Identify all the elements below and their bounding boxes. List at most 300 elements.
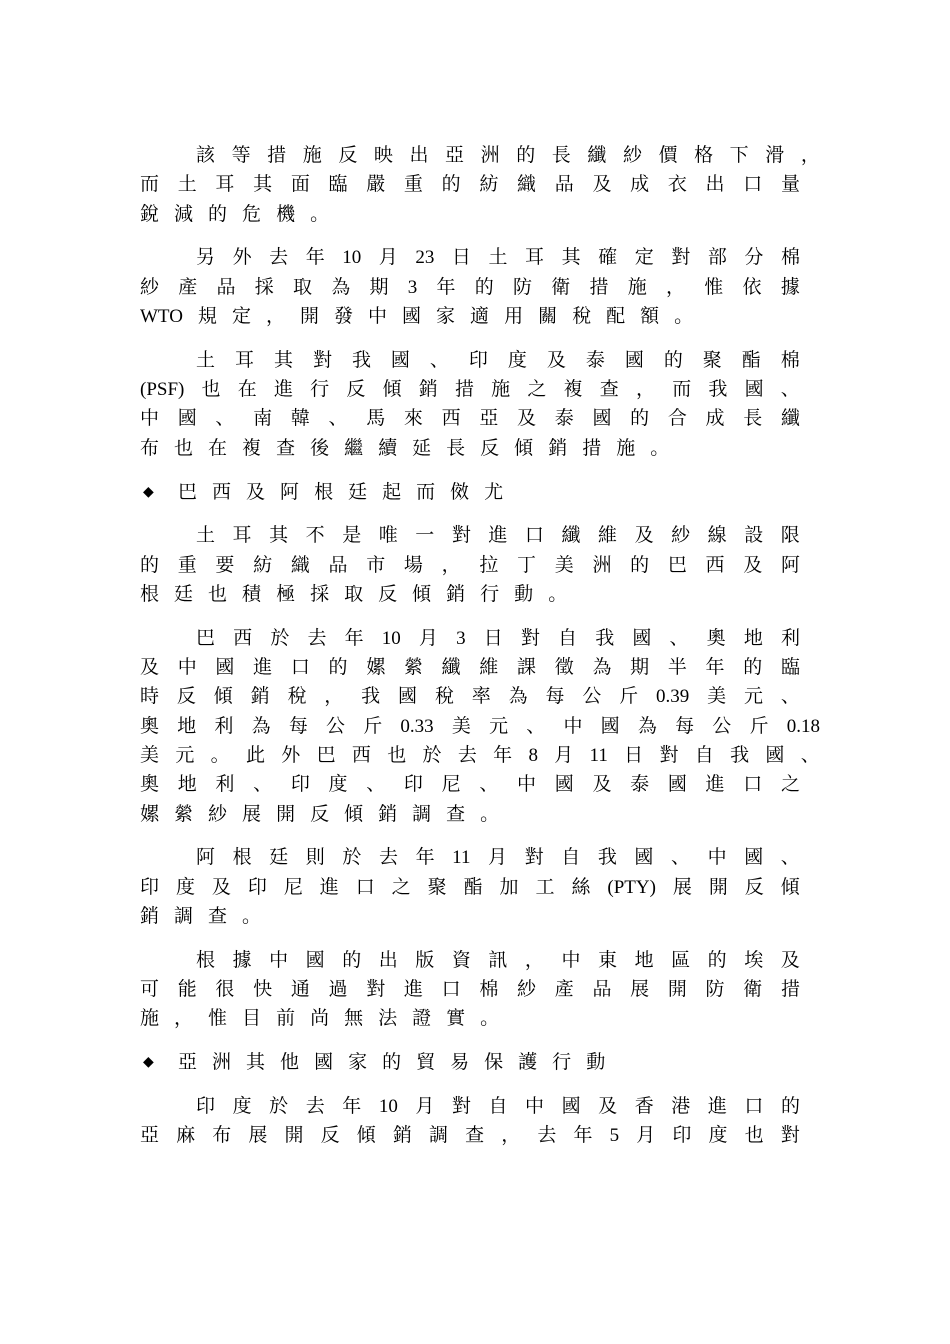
text-token: 印: [290, 773, 310, 796]
text-line: [140, 902, 800, 931]
text-token: ，: [441, 553, 461, 576]
text-token: 及: [634, 524, 654, 547]
text-token: 保: [484, 1051, 504, 1074]
text-token: 極: [276, 582, 296, 605]
text-token: 動: [586, 1051, 606, 1074]
text-token: 月: [378, 246, 398, 269]
text-token: 棉: [479, 978, 499, 1000]
text-token: 國: [215, 656, 235, 678]
text-token: 年: [305, 246, 325, 269]
text-token: 資: [451, 948, 471, 971]
text-token: 。: [674, 305, 694, 327]
text-token: 中: [525, 1094, 545, 1117]
text-token: 耳: [215, 173, 235, 196]
text-line: [196, 141, 820, 170]
text-token: 公: [326, 714, 346, 737]
text-token: 可: [140, 978, 160, 1000]
text-token: 限: [780, 524, 800, 547]
heading-line: [178, 1048, 778, 1077]
text-token: 的: [208, 202, 228, 225]
text-token: 合: [667, 407, 687, 430]
text-token: 傾: [780, 875, 800, 898]
text-token: 也: [208, 582, 228, 605]
text-token: 在: [237, 378, 257, 401]
text-token: 展: [242, 802, 262, 825]
text-token: 產: [178, 275, 198, 298]
text-token: 中: [561, 948, 581, 971]
text-token: 傾: [356, 1124, 376, 1147]
text-token: 巴: [178, 480, 198, 503]
text-token: 阿: [780, 553, 800, 576]
text-token: 去: [269, 246, 289, 269]
text-token: 元: [743, 685, 763, 708]
text-token: 月: [636, 1124, 656, 1147]
text-line: [140, 712, 820, 741]
text-token: 利: [780, 626, 800, 649]
text-token: 半: [667, 656, 687, 678]
text-token: 度: [175, 875, 195, 898]
text-token: 、: [780, 846, 800, 869]
text-token: 印: [140, 875, 160, 898]
text-token: 其: [273, 348, 293, 371]
text-token: 年: [342, 1094, 362, 1117]
text-token: 為: [508, 685, 528, 708]
text-token: 對: [312, 348, 332, 371]
text-token: 部: [707, 246, 727, 269]
text-token: 積: [242, 582, 262, 605]
text-token: (PTY): [607, 876, 656, 898]
text-token: 廷: [174, 582, 194, 605]
text-token: 反: [480, 436, 500, 459]
text-token: 年: [705, 656, 725, 678]
text-token: 映: [373, 144, 393, 166]
text-line: [140, 273, 800, 302]
text-token: 區: [671, 948, 691, 971]
text-token: 查: [446, 802, 466, 825]
text-token: 品: [592, 978, 612, 1000]
text-token: 及: [546, 348, 566, 371]
text-line: [140, 1004, 800, 1033]
text-token: 尼: [441, 773, 461, 796]
text-token: 實: [446, 1007, 466, 1030]
text-token: 埃: [744, 948, 764, 971]
text-token: 我: [595, 626, 615, 649]
text-token: 奧: [140, 773, 160, 796]
text-token: 則: [305, 846, 325, 869]
text-token: 之: [391, 875, 411, 898]
text-token: 及: [592, 173, 612, 196]
text-token: 中: [177, 656, 197, 678]
text-token: 每: [675, 714, 695, 737]
text-token: 稅: [572, 305, 592, 327]
text-token: 此: [245, 743, 265, 766]
text-line: [140, 200, 800, 229]
text-token: 機: [276, 202, 296, 225]
text-token: 行: [480, 582, 500, 605]
text-token: 、: [669, 626, 689, 649]
text-token: 棉: [780, 348, 800, 371]
text-token: 於: [269, 1094, 289, 1117]
text-token: 3: [456, 627, 466, 649]
text-token: 反: [320, 1124, 340, 1147]
text-token: 量: [780, 173, 800, 196]
text-token: 去: [537, 1124, 557, 1147]
text-token: 耳: [234, 348, 254, 371]
text-token: 展: [248, 1124, 268, 1147]
text-token: 定: [231, 305, 251, 327]
text-token: 中: [707, 846, 727, 869]
text-token: 為: [331, 275, 351, 298]
text-token: 用: [504, 305, 524, 327]
text-token: 縈: [403, 656, 423, 678]
text-token: 及: [517, 407, 537, 430]
text-token: 丁: [517, 553, 537, 576]
text-token: 西: [212, 480, 232, 503]
text-token: 反: [310, 802, 330, 825]
text-token: 、: [328, 407, 348, 430]
text-token: 期: [369, 275, 389, 298]
text-token: 西: [441, 407, 461, 430]
text-token: 反: [744, 875, 764, 898]
text-token: 亞: [479, 407, 499, 430]
text-token: 我: [361, 685, 381, 708]
text-token: 出: [378, 948, 398, 971]
text-token: 10: [378, 1095, 398, 1117]
text-token: 銷: [446, 582, 466, 605]
text-token: 額: [640, 305, 660, 327]
text-token: 複: [242, 436, 262, 459]
text-line: [196, 346, 800, 375]
text-token: 南: [253, 407, 273, 430]
text-token: 根: [196, 948, 216, 971]
text-token: 繼: [344, 436, 364, 459]
text-token: 其: [561, 246, 581, 269]
text-line: [140, 873, 800, 902]
text-token: 反: [346, 378, 366, 401]
text-token: ，: [324, 685, 344, 708]
text-token: 地: [177, 773, 197, 796]
text-token: 查: [276, 436, 296, 459]
text-token: 外: [232, 246, 252, 269]
text-token: 纖: [561, 524, 581, 547]
text-token: 進: [253, 656, 273, 678]
text-token: 唯: [378, 524, 398, 547]
text-token: 國: [634, 846, 654, 869]
text-line: [196, 624, 800, 653]
text-token: 展: [630, 978, 650, 1000]
text-token: 採: [310, 582, 330, 605]
text-token: 而: [672, 378, 692, 401]
text-token: 措: [454, 378, 474, 401]
text-token: 印: [247, 875, 267, 898]
text-token: 一: [415, 524, 435, 547]
text-token: 等: [231, 144, 251, 166]
text-token: 巴: [667, 553, 687, 576]
text-token: 中: [140, 407, 160, 430]
text-token: 西: [233, 626, 253, 649]
text-token: 布: [212, 1124, 232, 1147]
text-token: 10: [381, 627, 401, 649]
text-line: [140, 170, 800, 199]
text-token: 口: [355, 875, 375, 898]
text-token: 土: [196, 524, 216, 547]
text-token: 年: [573, 1124, 593, 1147]
text-token: 起: [382, 480, 402, 503]
text-line: [140, 800, 800, 829]
text-token: 衛: [743, 978, 763, 1000]
text-token: 0.39: [656, 686, 690, 708]
text-token: 續: [378, 436, 398, 459]
text-token: 開: [708, 875, 728, 898]
text-token: 巴: [316, 743, 336, 766]
text-token: 於: [270, 626, 290, 649]
text-token: 據: [232, 948, 252, 971]
text-token: 織: [290, 553, 310, 576]
text-token: 品: [554, 173, 574, 196]
text-token: ，: [635, 378, 655, 401]
text-token: 傚: [450, 480, 470, 503]
text-token: 印: [196, 1094, 216, 1117]
text-token: 年: [344, 626, 364, 649]
text-token: 取: [344, 582, 364, 605]
text-token: 國: [600, 714, 620, 737]
text-token: 目: [242, 1007, 262, 1030]
text-token: 行: [552, 1051, 572, 1074]
text-token: 紡: [479, 173, 499, 196]
text-token: 為: [637, 714, 657, 737]
text-token: 我: [351, 348, 371, 371]
text-token: 措: [780, 978, 800, 1000]
text-token: 根: [140, 582, 160, 605]
text-token: 銷: [250, 685, 270, 708]
text-token: 對: [451, 524, 471, 547]
text-token: 地: [177, 714, 197, 737]
text-token: 泰: [630, 773, 650, 796]
text-token: 亞: [140, 1124, 160, 1147]
text-token: 證: [412, 1007, 432, 1030]
text-token: 及: [140, 656, 160, 678]
text-token: 的: [342, 948, 362, 971]
text-token: 進: [403, 978, 423, 1000]
text-token: 臨: [780, 656, 800, 678]
text-token: 於: [422, 743, 442, 766]
text-token: 自: [558, 626, 578, 649]
text-token: 關: [538, 305, 558, 327]
text-token: 分: [744, 246, 764, 269]
text-token: ，: [265, 305, 285, 327]
text-token: 廷: [269, 846, 289, 869]
bullet-diamond-icon: ◆: [143, 483, 154, 500]
text-token: 成: [630, 173, 650, 196]
text-token: 馬: [366, 407, 386, 430]
text-token: 傾: [412, 582, 432, 605]
text-token: 線: [707, 524, 727, 547]
text-token: 去: [378, 846, 398, 869]
text-token: ，: [174, 1007, 194, 1030]
text-token: 的: [780, 1094, 800, 1117]
text-token: 阿: [196, 846, 216, 869]
text-token: 維: [598, 524, 618, 547]
text-token: 展: [672, 875, 692, 898]
text-token: 也: [174, 436, 194, 459]
text-token: 洲: [212, 1051, 232, 1074]
bullet-diamond-icon: ◆: [143, 1054, 154, 1071]
text-token: 5: [609, 1125, 620, 1147]
text-token: 調: [429, 1124, 449, 1147]
text-token: 去: [457, 743, 477, 766]
text-token: 查: [465, 1124, 485, 1147]
text-token: 也: [744, 1124, 764, 1147]
text-token: 傾: [514, 436, 534, 459]
text-token: 及: [592, 773, 612, 796]
text-token: 國: [402, 305, 422, 327]
text-line: [140, 682, 800, 711]
text-token: 查: [599, 378, 619, 401]
text-token: 的: [707, 948, 727, 971]
text-token: 的: [630, 553, 650, 576]
text-token: 進: [319, 875, 339, 898]
text-token: 泰: [585, 348, 605, 371]
text-token: 市: [366, 553, 386, 576]
text-token: 的: [743, 656, 763, 678]
text-token: 8: [528, 744, 538, 766]
text-token: 配: [606, 305, 626, 327]
text-token: 根: [314, 480, 334, 503]
text-token: 地: [743, 626, 763, 649]
text-token: 開: [299, 305, 319, 327]
text-token: 、: [800, 743, 820, 766]
text-token: 、: [253, 773, 273, 796]
text-token: 10: [342, 247, 362, 269]
text-token: 措: [582, 436, 602, 459]
text-token: 、: [780, 378, 800, 401]
text-token: ，: [800, 144, 820, 166]
text-token: 防: [705, 978, 725, 1000]
text-line: [140, 770, 800, 799]
text-token: 國: [667, 773, 687, 796]
text-token: 元: [489, 714, 509, 737]
text-token: ，: [665, 275, 685, 298]
text-token: 該: [196, 144, 216, 166]
text-token: 重: [403, 173, 423, 196]
text-token: 設: [744, 524, 764, 547]
text-token: 每: [545, 685, 565, 708]
text-token: 東: [598, 948, 618, 971]
text-token: 阿: [280, 480, 300, 503]
text-token: 、: [780, 685, 800, 708]
text-token: 國: [398, 685, 418, 708]
text-token: 行: [310, 378, 330, 401]
text-token: 縈: [174, 802, 194, 825]
text-token: 拉: [479, 553, 499, 576]
text-token: 依: [742, 275, 762, 298]
text-token: 口: [744, 1094, 764, 1117]
text-token: 月: [418, 626, 438, 649]
text-token: 洲: [480, 144, 500, 166]
text-token: 國: [314, 1051, 334, 1074]
text-token: 纖: [441, 656, 461, 678]
text-token: 銳: [140, 202, 160, 225]
text-token: 利: [215, 773, 235, 796]
text-token: 銷: [418, 378, 438, 401]
text-token: 度: [708, 1124, 728, 1147]
text-token: 、: [429, 348, 449, 371]
text-token: 美: [140, 743, 160, 766]
text-token: 反: [176, 685, 196, 708]
text-token: 年: [415, 846, 435, 869]
text-token: 出: [705, 173, 725, 196]
text-token: 美: [554, 553, 574, 576]
text-token: 國: [390, 348, 410, 371]
text-token: 臨: [328, 173, 348, 196]
text-token: 價: [658, 144, 678, 166]
text-token: 0.33: [400, 715, 434, 737]
text-token: 發: [333, 305, 353, 327]
text-line: [140, 434, 800, 463]
text-token: 、: [671, 846, 691, 869]
text-token: 施: [627, 275, 647, 298]
text-token: 地: [634, 948, 654, 971]
text-token: 施: [302, 144, 322, 166]
text-token: 面: [290, 173, 310, 196]
text-token: 對: [659, 743, 679, 766]
text-token: 傾: [382, 378, 402, 401]
text-line: [196, 243, 800, 272]
text-token: 徵: [554, 656, 574, 678]
text-token: 滑: [765, 144, 785, 166]
text-token: 自: [694, 743, 714, 766]
text-token: 度: [232, 1094, 252, 1117]
text-token: 土: [488, 246, 508, 269]
text-token: 惟: [704, 275, 724, 298]
text-token: 對: [780, 1124, 800, 1147]
text-token: 麻: [176, 1124, 196, 1147]
text-token: 產: [554, 978, 574, 1000]
heading-line: [178, 478, 778, 507]
text-token: 開: [667, 978, 687, 1000]
text-token: 長: [743, 407, 763, 430]
text-token: 查: [208, 904, 228, 927]
text-token: 中: [368, 305, 388, 327]
text-token: 及: [598, 1094, 618, 1117]
text-token: 規: [197, 305, 217, 327]
text-token: 施: [616, 436, 636, 459]
text-token: 很: [215, 978, 235, 1000]
text-token: 土: [196, 348, 216, 371]
text-token: 3: [407, 276, 418, 298]
text-token: 加: [499, 875, 519, 898]
text-token: 11: [452, 847, 471, 869]
text-token: 稅: [434, 685, 454, 708]
text-token: 國: [561, 1094, 581, 1117]
text-token: 度: [507, 348, 527, 371]
text-token: 進: [705, 773, 725, 796]
text-token: 亞: [445, 144, 465, 166]
text-token: 。: [480, 1007, 500, 1030]
text-line: [140, 653, 800, 682]
text-token: 調: [412, 802, 432, 825]
text-token: 。: [650, 436, 670, 459]
text-token: 開: [276, 802, 296, 825]
text-token: 紗: [517, 978, 537, 1000]
text-token: 衣: [667, 173, 687, 196]
text-token: 品: [328, 553, 348, 576]
text-token: 在: [208, 436, 228, 459]
text-token: 率: [471, 685, 491, 708]
text-token: 洲: [592, 553, 612, 576]
text-token: 的: [474, 275, 494, 298]
text-line: [196, 1092, 800, 1121]
